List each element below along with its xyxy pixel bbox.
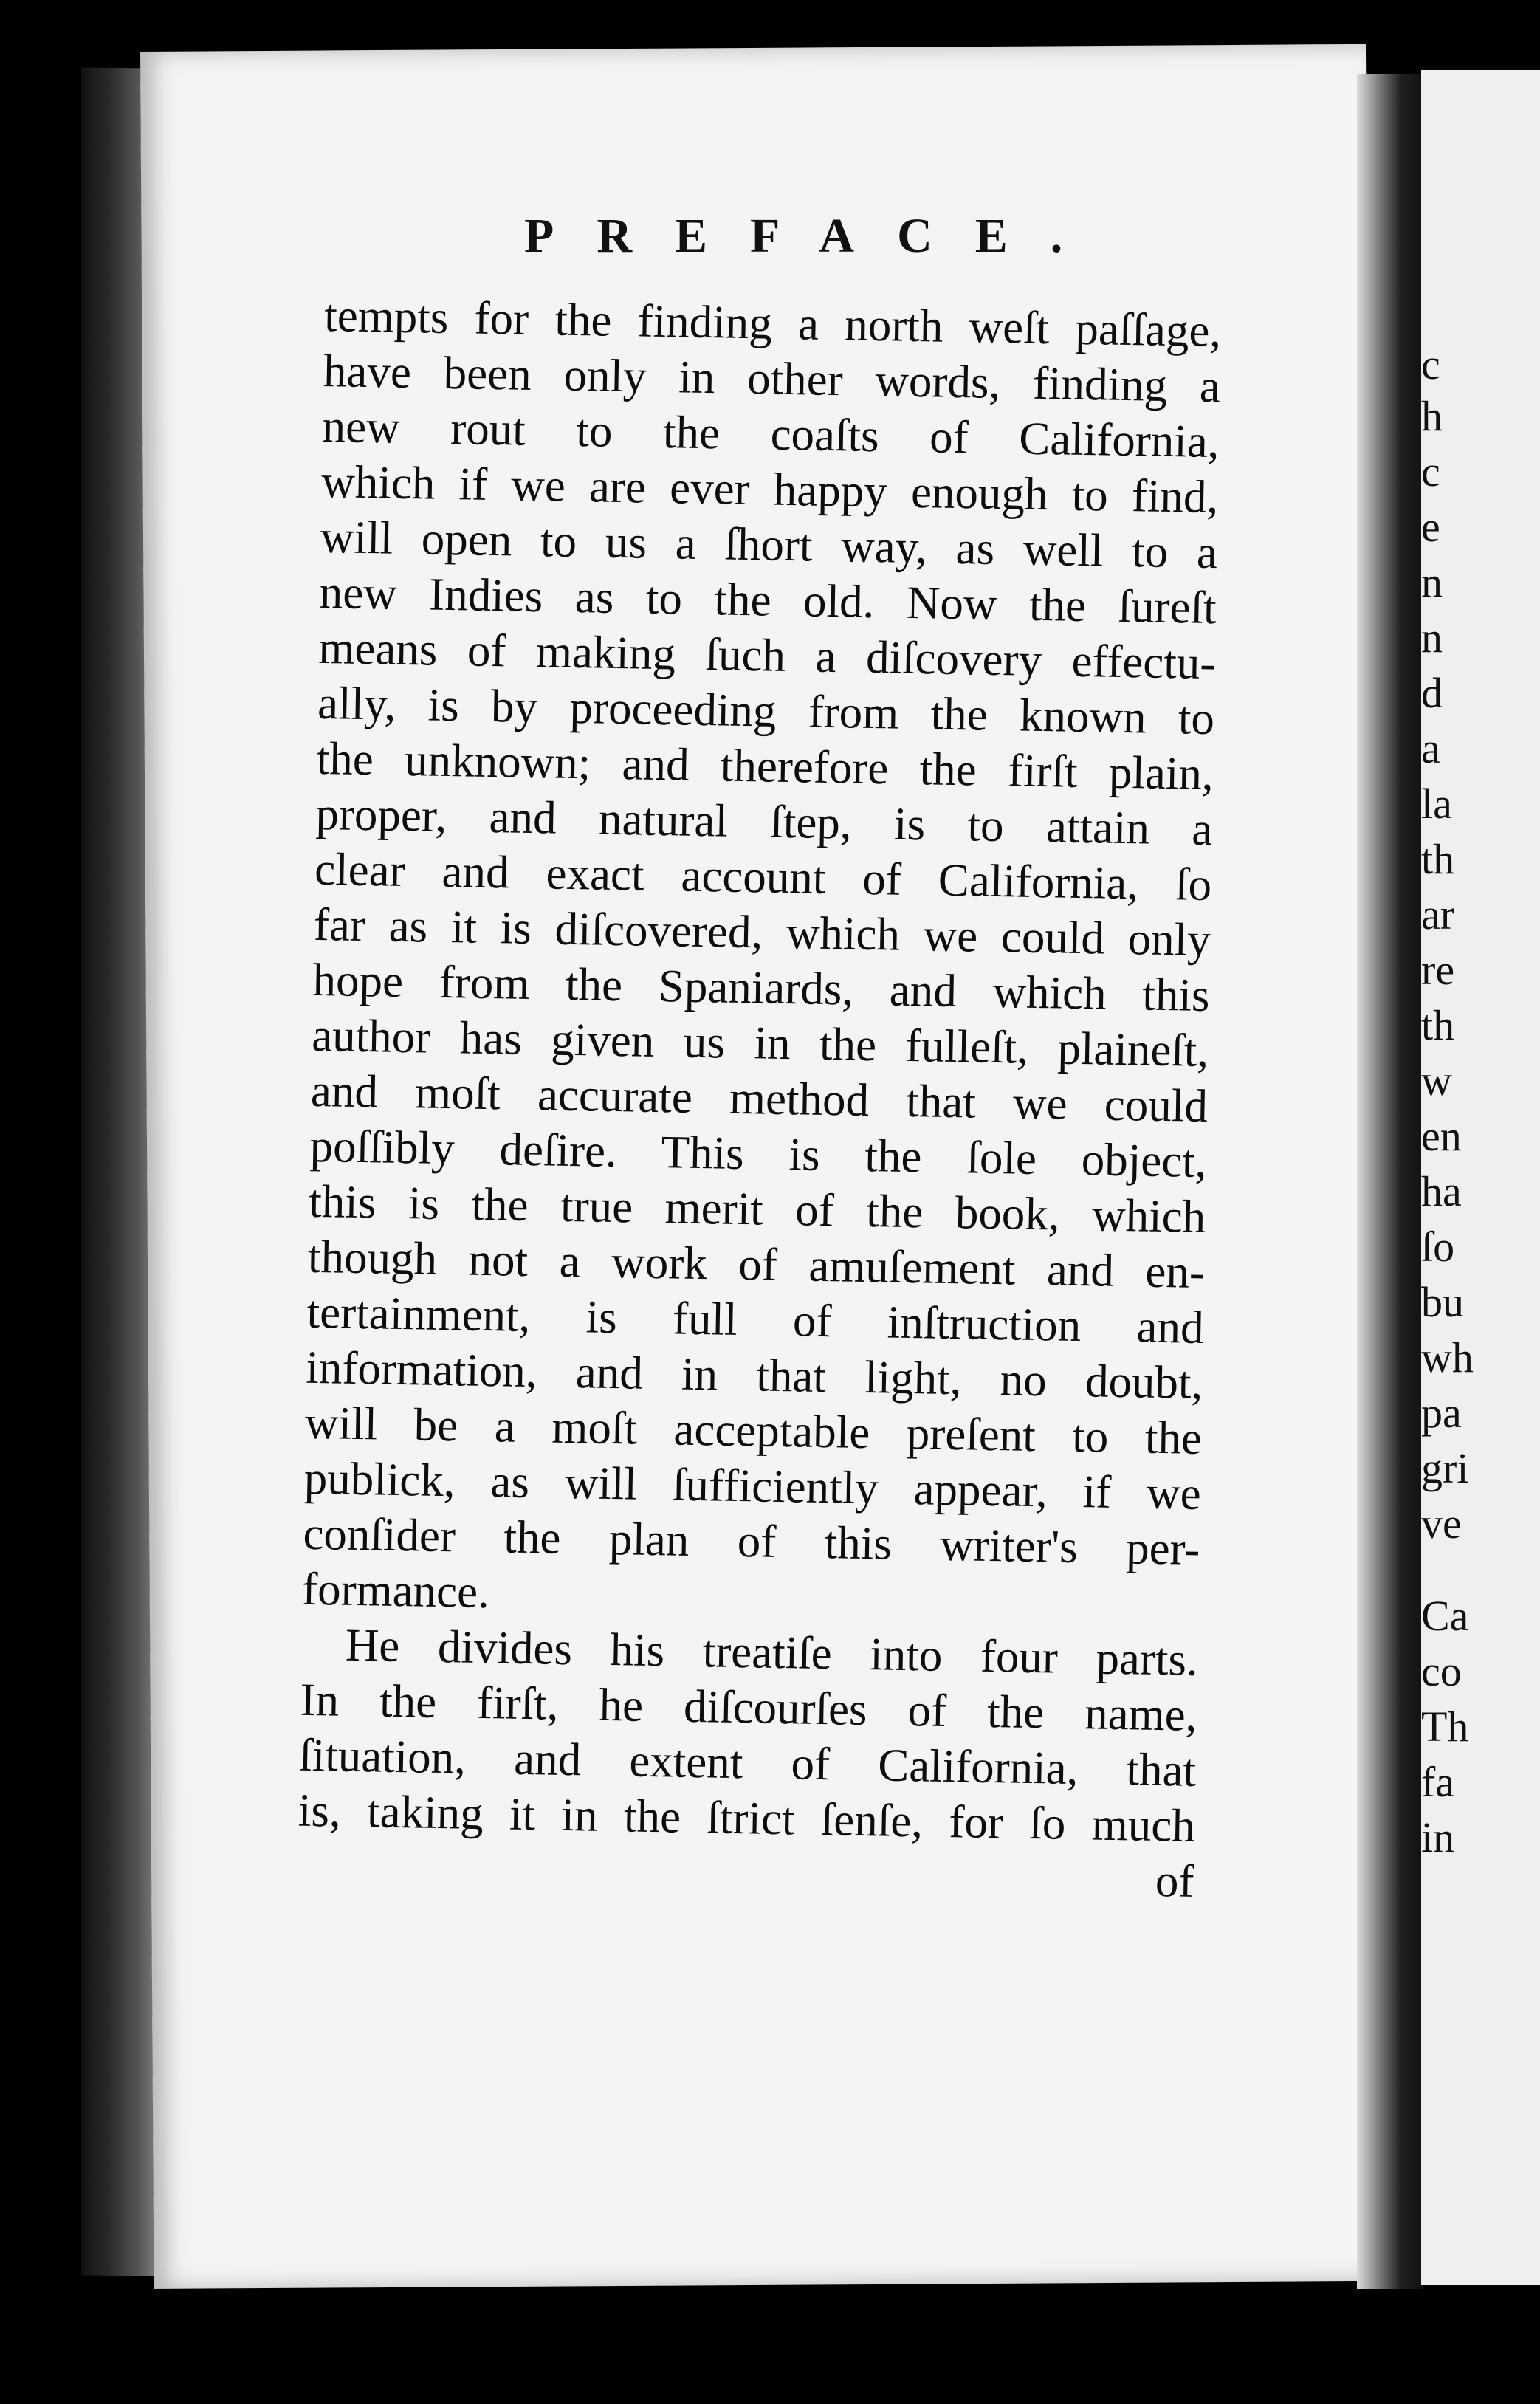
page-gutter [1357, 74, 1423, 2289]
next-page-fragment: Ca [1421, 1592, 1469, 1640]
next-page-fragment: ar [1421, 890, 1455, 938]
next-page-fragment: th [1421, 1001, 1455, 1049]
text-line: means of making ſuch a diſcovery effectu- [317, 621, 1216, 690]
next-page-fragment: n [1421, 558, 1443, 606]
text-line: ſituation, and extent of California, that [298, 1728, 1197, 1796]
next-page-fragment: n [1421, 614, 1443, 662]
text-line: and moſt accurate method that we could [310, 1064, 1209, 1133]
body-text [297, 288, 1222, 1909]
text-line: tempts for the finding a north weſt paſſage, [323, 289, 1222, 357]
text-line: is, taking it in the ſtrict ſenſe, for ſo much [298, 1784, 1196, 1852]
next-page-fragment: ſo [1421, 1223, 1455, 1271]
next-page-fragment: a [1421, 724, 1440, 772]
next-page-fragment: en [1421, 1112, 1462, 1160]
text-line: In the firſt, he diſcourſes of the name, [300, 1673, 1198, 1741]
text-line: information, and in that light, no doubt, [305, 1341, 1203, 1409]
text-line: which if we are ever happy enough to find, [320, 455, 1219, 523]
text-line: publick, as will ſufficiently appear, if we [303, 1452, 1202, 1519]
next-page-fragment: la [1421, 780, 1452, 828]
next-page-fragment: in [1421, 1813, 1455, 1861]
next-page-fragment: fa [1421, 1758, 1455, 1806]
text-line: conſider the plan of this writer's per- [302, 1507, 1200, 1575]
text-line: new rout to the coaſts of California, [322, 399, 1220, 468]
next-page-fragment: d [1421, 669, 1443, 717]
next-page-fragment: ha [1421, 1167, 1462, 1215]
text-line: far as it is diſcovered, which we could only [313, 898, 1211, 966]
next-page-fragment: co [1421, 1647, 1462, 1695]
text-line: will open to us a ſhort way, as well to a [320, 510, 1218, 579]
text-line: ally, is by proceeding from the known to [317, 676, 1215, 745]
text-line: formance. [301, 1562, 490, 1618]
text-line: clear and exact account of California, ſo [314, 842, 1212, 911]
next-page-fragment: w [1421, 1057, 1452, 1105]
text-line: poſſibly deſire. This is the ſole object, [309, 1119, 1208, 1188]
text-line: author has given us in the fulleſt, plaineſt, [311, 1009, 1209, 1077]
text-line: will be a moſt acceptable preſent to the [304, 1396, 1203, 1464]
next-page-fragment: ve [1421, 1500, 1462, 1548]
next-page-fragment: e [1421, 503, 1440, 551]
next-page-fragment: h [1421, 392, 1443, 440]
next-page-fragment: th [1421, 835, 1455, 883]
next-page-fragment: re [1421, 946, 1455, 994]
next-page-fragment: c [1421, 340, 1440, 388]
text-line: this is the true merit of the book, which [308, 1175, 1206, 1243]
running-header: PREFACE. [524, 209, 1106, 263]
text-line: new Indies as to the old. Now the ſureſt [319, 566, 1217, 634]
text-line: have been only in other words, finding a [323, 344, 1221, 413]
text-line: hope from the Spaniards, and which this [312, 953, 1211, 1022]
text-line: tertainment, is full of inſtruction and [306, 1285, 1205, 1353]
text-line: though not a work of amuſement and en- [307, 1230, 1206, 1298]
next-page-fragment: pa [1421, 1389, 1462, 1437]
next-page-strip [1421, 70, 1540, 2285]
next-page-fragment: bu [1421, 1278, 1464, 1326]
catchword: of [1155, 1854, 1195, 1907]
text-line: He divides his treatiſe into four parts. [345, 1618, 1199, 1686]
next-page-fragment: Th [1421, 1703, 1469, 1751]
next-page-fragment: gri [1421, 1444, 1469, 1492]
text-line: proper, and natural ſtep, is to attain a [314, 787, 1213, 856]
next-page-fragment: wh [1421, 1333, 1474, 1381]
next-page-fragment: c [1421, 447, 1440, 495]
text-line: the unknown; and therefore the firſt plain, [316, 732, 1214, 800]
